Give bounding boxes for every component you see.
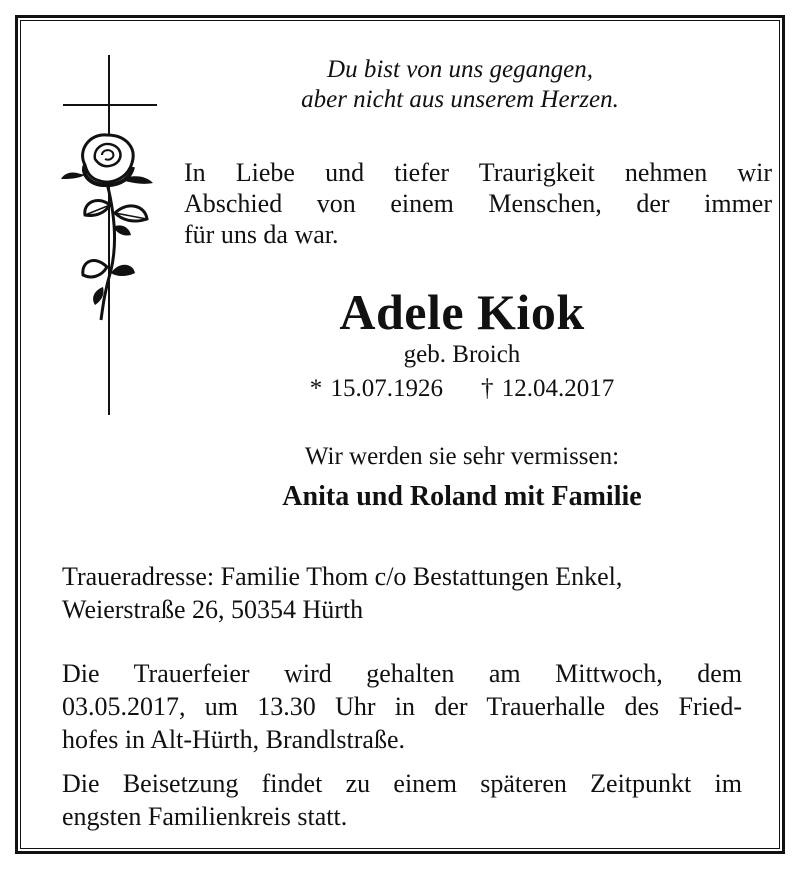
address-line-2: Weierstraße 26, 50354 Hürth xyxy=(62,595,364,624)
mourners-names: Anita und Roland mit Familie xyxy=(282,481,642,512)
intro-line-2: Abschied von einem Menschen, der immer xyxy=(184,189,772,218)
ceremony-line-1: Die Trauerfeier wird gehalten am Mittwoch, dem xyxy=(62,659,742,688)
ceremony-line-2: 03.05.2017, um 13.30 Uhr in der Trauerhalle des Fried- xyxy=(62,692,742,721)
intro-line-3: für uns da war. xyxy=(184,220,339,249)
mourners-intro: Wir werden sie sehr vermissen: xyxy=(304,443,620,470)
cross-with-rose-icon xyxy=(55,55,165,420)
address-line-1: Traueradresse: Familie Thom c/o Bestattungen Enkel, xyxy=(62,562,623,591)
death-date: † 12.04.2017 xyxy=(481,375,615,402)
burial-text xyxy=(62,767,742,833)
intro-text xyxy=(184,157,772,250)
ceremony-line-3: hofes in Alt-Hürth, Brandlstraße. xyxy=(62,725,405,754)
ceremony-text xyxy=(62,657,742,756)
motto xyxy=(200,55,720,115)
motto-line-1: Du bist von uns gegangen, xyxy=(327,56,593,83)
rose-head xyxy=(61,135,153,185)
life-dates xyxy=(184,374,740,404)
motto-line-2: aber nicht aus unserem Herzen. xyxy=(301,86,619,113)
birth-date: * 15.07.1926 xyxy=(309,375,443,402)
burial-line-2: engsten Familienkreis statt. xyxy=(62,802,348,831)
deceased-name: Adele Kiok xyxy=(339,284,585,340)
intro-line-1: In Liebe und tiefer Traurigkeit nehmen wir xyxy=(184,158,772,187)
birth-name: geb. Broich xyxy=(403,341,521,368)
mourning-address xyxy=(62,560,752,626)
burial-line-1: Die Beisetzung findet zu einem späteren Zeitpunkt im xyxy=(62,769,742,798)
